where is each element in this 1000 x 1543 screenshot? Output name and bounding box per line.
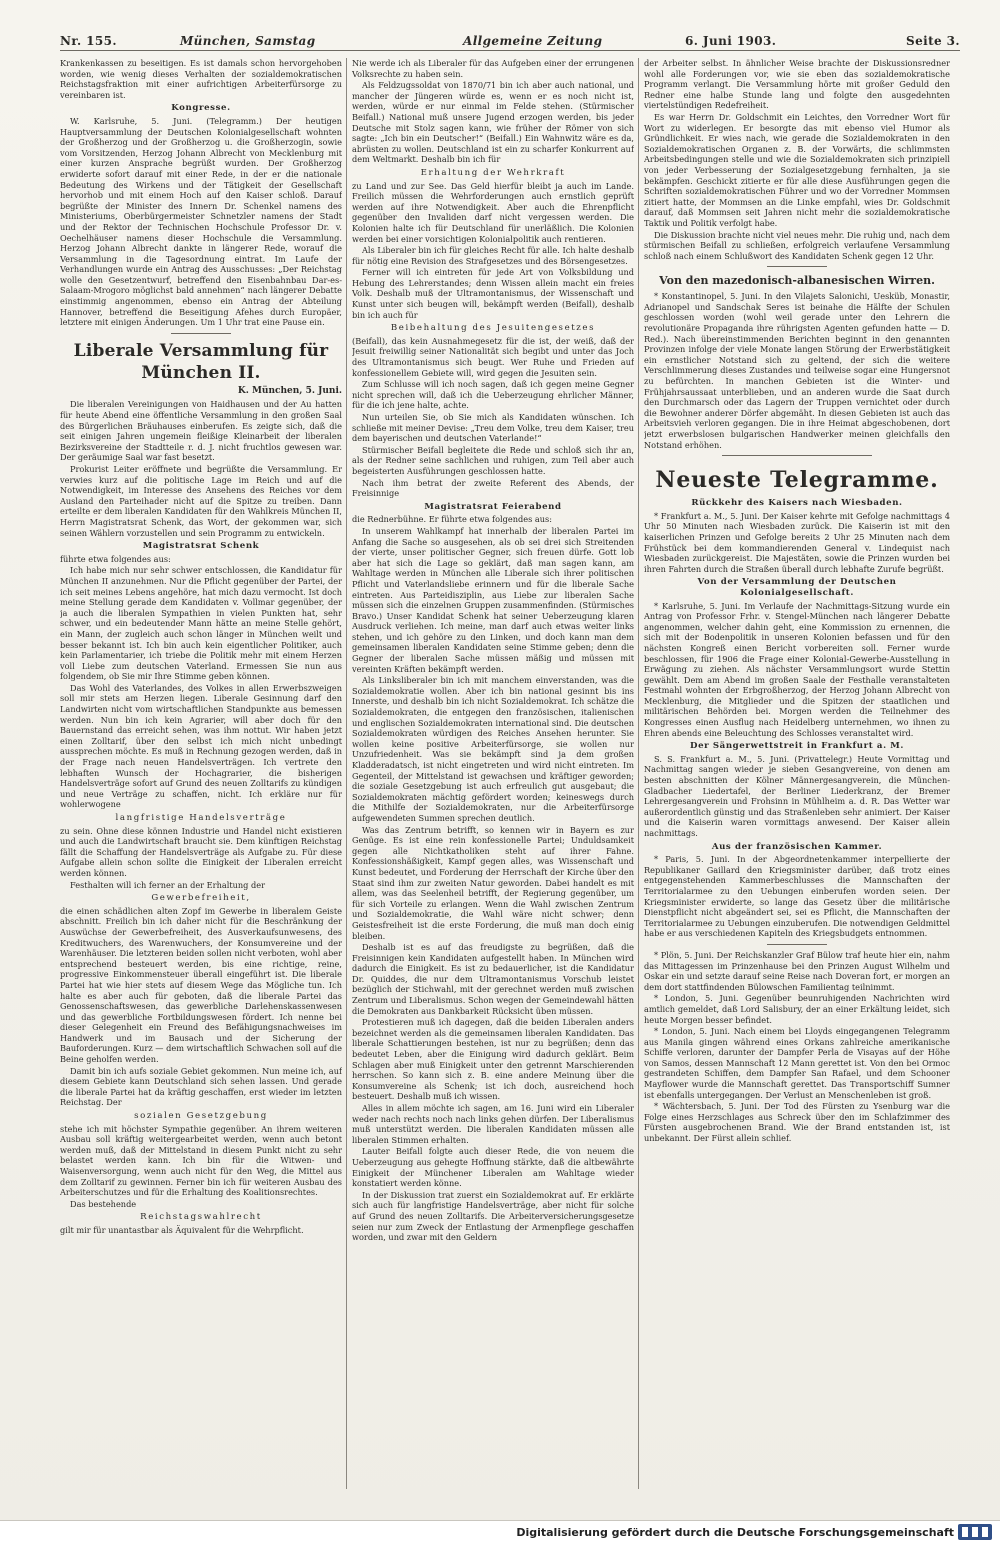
paragraph: (Beifall), das kein Ausnahmegesetz für die ist, der weiß, daß der Jesuit freiwillig seiner Nationalität sich begibt und unter das Joch des Ultramontanismus sich beugt. Wer Ruhe und Frieden auf konfessionellem Gebiete will, wird gegen die Jesuiten sein.: [352, 335, 634, 378]
paragraph: Festhalten will ich ferner an der Erhaltung der: [70, 879, 266, 890]
paragraph: * Konstantinopel, 5. Juni. In den Vilajets Salonichi, Uesküb, Monastir, Adrianopel und Sandschak Seres ist beinahe die Hälfte der Schulen geschlossen worden (wohl weil gerade unter den Lehrern die revolutionäre Propaganda ihre rührigsten Agenten gefunden hatte — D. Red.). Nach übereinstimmenden Berichten beginnt in den genannten Provinzen infolge der viele Monate langen Störung der Erwerbstätigkeit ein ernstlicher Notstand sich zu geltend, der sich die weitere Verschlimmerung dieses Zustandes und teilweise sogar eine Hungersnot zu befürchten. In manchen Gebieten ist die Winter- und Frühjahrsaussaat unterblieben, und an anderen wurde die Saat durch den Durchmarsch oder das Lagern der Truppen vernichtet oder durch die Bewohner anderer Dörfer abgemäht. In diesen Gebieten ist auch das Arbeitsvieh verloren gegangen. Die in ihre Heimat abgeschobenen, dort jetzt erwerbslosen bulgarischen Handwerker meinen gleichfalls den Notstand erhöhen.: [644, 291, 950, 450]
paragraph: * Frankfurt a. M., 5. Juni. Der Kaiser kehrte mit Gefolge nachmittags 4 Uhr 50 Minuten nach Wiesbaden zurück. Die Kaiserin ist mit den kaiserlichen Prinzen und Gefolge bereits 2 Uhr 25 Minuten nach dem Frühstück bei dem kommandierenden General v. Lindequist nach Wiesbaden zurückgereist. Die Majestäten, sowie die Prinzen wurden bei ihren Fahrten durch die Straßen überall durch lebhafte Zurufe begrüßt.: [644, 510, 950, 574]
paragraph: die einen schädlichen alten Zopf im Gewerbe in liberalem Geiste abschnitt. Freilich bin ich daher nicht für die Beschränkung der Auswüchse der Gewerbefreiheit, des Ausverkaufsunwesens, des Kreditwuchers, des Warenwuchers, der Konsumvereine und der Warenhäuser. Die letzteren beiden sollen nicht verboten, wohl aber entsprechend besteuert werden, bis eine richtige, reine, progressive Einkommensteuer überall eingeführt ist. Die liberale Partei hat wie hier stets auf diesem Wege das Mögliche tun. Ich halte es aber auch für geboten, daß die liberale Partei das Genossenschaftswesen, das gewerbliche Darlehenskassenwesen und das gewerbliche Fortbildungswesen fördert. Ich nenne bei dieser Gelegenheit ein Freund des Befähigungsnachweises im Handwerk und im Bausach und der Sicherung der Bauforderungen. Kurz — dem wirtschaftlich Schwachen soll auf die Beine geholfen werden.: [60, 905, 342, 1065]
paragraph: Nie werde ich als Liberaler für das Aufgeben einer der errungenen Volksrechte zu haben sein.: [352, 58, 634, 79]
article-title: Von den mazedonisch-albanesischen Wirren.: [659, 274, 935, 288]
section-title: Neueste Telegramme.: [655, 467, 939, 494]
article-title: Liberale Versammlung für München II.: [73, 340, 329, 383]
paragraph: Was das Zentrum betrifft, so kennen wir in Bayern es zur Genüge. Es ist eine rein konfessionelle Partei; Unduldsamkeit gegen alle Nichtkatholiken steht auf ihrer Fahne. Konfessionshäßigkeit, Kampf gegen alles, was Wissenschaft und Kunst bedeutet, und Forderung der Herrschaft der Kirche über den Staat sind ihm zur zweiten Natur geworden. Dabei handelt es mit allem, was das Seelenheil betrifft, der Regierung gegenüber, um für sich Vorteile zu erlangen. Wenn die Wahl zwischen Zentrum und Sozialdemokratie, die Wahl wäre nicht schwer; denn Geistesfreiheit ist die erste Forderung, die muß man doch einig bleiben.: [352, 824, 634, 941]
paragraph: Deshalb ist es auf das freudigste zu begrüßen, daß die Freisinnigen kein Kandidaten aufgestellt haben. In München wird dadurch die Einigkeit. Es ist zu bedauerlicher, ist die Kandidatur Dr. Quiddes, die nur dem Ultramontanismus Vorschub leistet bezüglich der Stichwahl, mit der gerechnet werden muß zwischen Zentrum und Liberalismus. Schon wegen der Gemeindewahl hätten die Demokraten aus Dankbarkeit Rücksicht üben müssen.: [352, 942, 634, 1016]
separator: [722, 455, 872, 456]
paragraph: * Paris, 5. Juni. In der Abgeordnetenkammer interpellierte der Republikaner Gaillard den Kriegsminister darüber, daß trotz eines entgegenstehenden Kammerbeschlusses die Mannschaften der Territorialarmee zu den Uebungen einberufen worden seien. Der Kriegsminister erwiderte, so lange das Gesetz über die militärische Dienstpflicht nicht abgeändert sei, sei es Pflicht, die Mannschaften der Territorialarmee zu Uebungen einzuberufen. Die notwendigen Geldmittel habe er aus verschiedenen Kapiteln des Kriegsbudgets entnommen.: [644, 854, 950, 939]
emphasis-heading: langfristige Handelsverträge: [115, 813, 287, 823]
issue-date: 6. Juni 1903.: [685, 34, 777, 48]
emphasis-heading: Gewerbefreiheit,: [151, 893, 251, 904]
paragraph: Damit bin ich aufs soziale Gebiet gekommen. Nun meine ich, auf diesem Gebiete kann Deutschland sich sehen lassen. Und gerade die liberale Partei hat da kräftig geschaffen, erst wieder im letzten Reichstag. Der: [60, 1065, 342, 1108]
column-divider: [638, 58, 639, 1489]
newspaper-title: Allgemeine Zeitung: [463, 34, 603, 48]
paragraph: Krankenkassen zu beseitigen. Es ist damals schon hervorgehoben worden, wie wenig dieses Verhalten der sozialdemokratischen Reichstagsfraktion mit einer aufrichtigen Arbeiterfürsorge zu vereinbaren ist.: [60, 58, 342, 100]
emphasis-heading: Reichstagswahlrecht: [140, 1212, 262, 1223]
paragraph: Die liberalen Vereinigungen von Haidhausen und der Au hatten für heute Abend eine öffentliche Versammlung in den großen Saal des Bürgerlichen Bräuhauses einberufen. Es zeigte sich, daß die seit einigen Jahren ungemein fleißige Kleinarbeit der liberalen Bezirksvereine der Stadtteile r. d. J. nicht fruchtlos gewesen war. Der geräumige Saal war fast besetzt.: [60, 399, 342, 463]
column-2: [352, 58, 634, 1493]
paragraph: W. Karlsruhe, 5. Juni. (Telegramm.) Der heutigen Hauptversammlung der Deutschen Kolonialgesellschaft wohnten der Großherzog und der Großherzog u. die Großherzogin, sowie vom Vorsitzenden, Herzog Johann Albrecht von Mecklenburg mit einer kurzen Ansprache begrüßt wurden. Der Großherzog erwiderte sofort darauf mit einer Rede, in der er die nationale Bedeutung des Wirkens und der Tätigkeit der Gesellschaft hervorhob und mit einem Hoch auf den Kaiser schloß. Darauf begrüßte der Minister des Innern Dr. Schenkel namens des Ministeriums, Oberbürgermeister Schnetzler namens der Stadt und der Rektor der Technischen Hochschule Professor Dr. v. Oechelhäuser namens dieser Hochschule die Versammlung. Herzog Johann Albrecht dankte in längerer Rede, worauf die Versammlung in die Tagesordnung eintrat. Im Laufe der Verhandlungen wurde ein Antrag des Ausschusses: „Der Reichstag wolle den Gesetzentwurf, betreffend den Eisenbahnbau Dar-es-Salaam-Mrogoro möglichst bald annehmen“ nach längerer Debatte einstimmig angenommen, ebenso ein Antrag der Abteilung Hannover, betreffend die Beseitigung Afehes durch Europäer, letztere mit einigen Änderungen. Um 1 Uhr trat eine Pause ein.: [60, 115, 342, 328]
paragraph: * Karlsruhe, 5. Juni. Im Verlaufe der Nachmittags-Sitzung wurde ein Antrag von Professor Frhr. v. Stengel-München nach längerer Debatte angenommen, welcher dahin geht, eine Kommission zu ernennen, die sich mit der Bodenpolitik in unseren Kolonien befassen und für den nächsten Kongreß einen Bericht vorbereiten soll. Ferner wurde beschlossen, für 1906 die Frage einer Kolonial-Gewerbe-Ausstellung in Erwägung zu ziehen. Als nächster Versammlungsort wurde Stettin gewählt. Dem am Abend im großen Saale der Festhalle veranstalteten Festmahl wohnten der Erbgroßherzog, der Herzog Johann Albrecht von Mecklenburg, die Mitglieder und die Spitzen der staatlichen und militärischen Behörden bei. Morgen werden die Teilnehmer des Kongresses einen Ausflug nach Heidelberg unternehmen, wo ihnen zu Ehren abends eine Beleuchtung des Schlosses veranstaltet wird.: [644, 600, 950, 738]
paragraph: gilt mir für unantastbar als Äquivalent für die Wehrpflicht.: [60, 1224, 304, 1235]
paragraph: Alles in allem möchte ich sagen, am 16. Juni wird ein Liberaler weder nach rechts noch nach links gehen dürfen. Der Liberalismus muß unterstützt werden. Die liberalen Kandidaten müssen alle liberalen Stimmen erhalten.: [352, 1103, 634, 1145]
column-1: [60, 58, 342, 1493]
section-heading: Rückkehr des Kaisers nach Wiesbaden.: [691, 498, 903, 509]
paragraph: Das bestehende: [70, 1198, 137, 1209]
paragraph: In unserem Wahlkampf hat innerhalb der liberalen Partei im Anfang die Sache so ausgesehen, als ob sei drei sich Streitenden der vierte, unser politischer Gegner, sich freuen dürfe. Gott lob aber hat sich die Lage so geklärt, daß man sagen kann, am Wahltage werden in München alle Liberale sich ihrer politischen Pflicht und Vaterlandsliebe erinnern und für die liberale Sache eintreten. Aus Parteidisziplin, aus Liebe zur liberalen Sache müssen sich die einzelnen Gruppen zusammenfinden. (Stürmisches Bravo.) Unser Kandidat Schenk hat seiner Ueberzeugung klaren Ausdruck verliehen. Ich meine, man darf auch etwas weiter links stehen, und ich gehöre zu den Linken, und doch kann man dem gemeinsamen liberalen Kandidaten seine Stimme geben; denn die Gegner der liberalen Sache müssen mäßig und müssen mit vereinten Kräften bekämpft werden.: [352, 525, 634, 674]
paragraph: Protestieren muß ich dagegen, daß die beiden Liberalen anders bezeichnet werden als die gemeinsamen liberalen Kandidaten. Das liberale Schattierungen bestehen, ist nur zu begrüßen; denn das bedeutet Leben, aber die Einigung wird dadurch geklärt. Beim Schlagen aber muß Einigkeit unter den getrennt Marschierenden herrschen. So kann sich z. B. eine andere Meinung über die Konsumvereine als Schenk; ist ich doch, ausreichend hoch besteuert. Deshalb muß ich wissen.: [352, 1017, 634, 1102]
paragraph: führte etwa folgendes aus:: [60, 553, 171, 564]
paragraph: Nun urteilen Sie, ob Sie mich als Kandidaten wünschen. Ich schließe mit meiner Devise: „Treu dem Volke, treu dem Kaiser, treu dem bayerischen und deutschen Vaterlande!“: [352, 412, 634, 444]
paragraph: * London, 5. Juni. Nach einem bei Lloyds eingegangenen Telegramm aus Manila gingen während eines Orkans zahlreiche amerikanische Schiffe verloren, darunter der Dampfer Perla de Visayas auf der Höhe von Samos, dessen Mannschaft 12 Mann gerettet ist. Von den bei Ormoc gestrandeten Schiffen, dem Dampfer San Rafael, und dem Schooner Mayflower wurde die Mannschaft gerettet. Das Transportschiff Sumner ist ebenfalls untergegangen. Der Verlust an Menschenleben ist groß.: [644, 1026, 950, 1100]
dfg-logo-icon: [958, 1524, 992, 1540]
column-divider: [346, 58, 347, 1489]
funding-credit: Digitalisierung gefördert durch die Deutsche Forschungsgemeinschaft: [516, 1526, 954, 1539]
paragraph: Zum Schlusse will ich noch sagen, daß ich gegen meine Gegner nicht sprechen will, daß ich die Ueberzeugung ehrlicher Männer, für die ich jene halte, achte.: [352, 379, 634, 411]
paragraph: Als Liberaler bin ich für gleiches Recht für alle. Ich halte deshalb für nötig eine Revision des Strafgesetzes und des Börsengesetzes.: [352, 245, 634, 266]
paragraph: In der Diskussion trat zuerst ein Sozialdemokrat auf. Er erklärte sich auch für langfristige Handelsverträge, aber nicht für solche auf Grund des neuen Zolltarifs. Die Arbeiterversicherungsgesetze seien nur zum Zweck der Entlastung der Armenpflege geschaffen worden, und zwar mit den Geldern: [352, 1189, 634, 1243]
paragraph: S. S. Frankfurt a. M., 5. Juni. (Privattelegr.) Heute Vormittag und Nachmittag sangen wieder je sieben Gesangvereine, von denen am besten abschnitten der Kölner Männergesangverein, die München-Gladbacher Liedertafel, der Berliner Liederkranz, der Bremer Lehrergesangverein und Frohsinn in Mühlheim a. d. R. Das Wetter war außerordentlich günstig und das Straßenleben sehr animiert. Der Kaiser und die Kaiserin waren vormittags anwesend. Der Kaiser allein nachmittags.: [644, 753, 950, 838]
page-number: Seite 3.: [906, 34, 960, 48]
column-3: [644, 58, 950, 1493]
paragraph: Als Linksliberaler bin ich mit manchem einverstanden, was die Sozialdemokratie wollen. Aber ich bin national gesinnt bis ins Innerste, und deshalb bin ich nicht Sozialdemokrat. Ich schätze die Sozialdemokraten, die entgegen den französischen, italienischen und englischen Sozialdemokraten international sind. Die deutschen Sozialdemokraten würdigen des Reiches Ansehen herunter. Sie wollen keine positive Arbeiterfürsorge, sie wollen nur Unzufriedenheit. Was sie bekämpft sind ja dem großen Kladderadatsch, ist nicht eingetreten und wird nicht eintreten. Im Gegenteil, der Mittelstand ist gewachsen und kräftiger geworden; die soziale Gesetzgebung ist auch erfreulich gut ausgebaut; die Sozialdemokraten mächtig gefördert worden; keineswegs durch die Mithilfe der Sozialdemokraten, nur die Arbeiterfürsorge aufgewendeten Summen sprechen deutlich.: [352, 675, 634, 823]
paragraph: * Plön, 5. Juni. Der Reichskanzler Graf Bülow traf heute hier ein, nahm das Mittagessen im Prinzenhause bei den Prinzen August Wilhelm und Oskar ein und setzte darauf seine Reise nach Doveran fort, er morgen an dem dort stattfindenden Bülowschen Familientag teilnimmt.: [644, 949, 950, 992]
separator: [767, 266, 827, 267]
emphasis-heading: sozialen Gesetzgebung: [134, 1111, 268, 1122]
emphasis-heading: Erhaltung der Wehrkraft: [420, 167, 566, 178]
emphasis-heading: Beibehaltung des Jesuitengesetzes: [390, 323, 596, 334]
paragraph: * London, 5. Juni. Gegenüber beunruhigenden Nachrichten wird amtlich gemeldet, daß Lord Salisbury, der an einer Erkältung leidet, sich heute Morgen besser befindet.: [644, 993, 950, 1025]
paragraph: Das Wohl des Vaterlandes, des Volkes in allen Erwerbszweigen soll mir stets am Herzen liegen. Liberale Gesinnung darf den Landwirten nicht vom wirtschaftlichen Standpunkte aus bemessen werden. Nun bin ich kein Agrarier, will aber doch für den Bauernstand das erreicht sehen, was ihm nottut. Wir haben jetzt einen Zolltarif, über den selbst ich mich nicht unbedingt aussprechen möchte. Es muß in Rechnung gezogen werden, daß in der Frage nach neuen Handelsverträgen. Ich vertrete den lebhaften Wunsch der Hochagrarier, die bisherigen Handelsverträge sofort auf Grund des neuen Zolltarifs zu kündigen und neue Verträge zu schaffen, nicht. Ich erkläre nur für wohlerwogene: [60, 682, 342, 810]
section-heading: Von der Versammlung der Deutschen Kolonialgesellschaft.: [697, 577, 897, 598]
paragraph: die Rednerbühne. Er führte etwa folgendes aus:: [352, 514, 552, 525]
paragraph: Ferner will ich eintreten für jede Art von Volksbildung und Hebung des Lehrerstandes; denn Wissen allein macht ein freies Volk. Deshalb muß der Ultramontanismus, der Wissenschaft und Kunst unter sich beugen will, bekämpft werden (Beifall), deshalb bin ich auch für: [352, 267, 634, 320]
section-heading: Der Sängerwettstreit in Frankfurt a. M.: [690, 741, 904, 752]
section-heading: Aus der französischen Kammer.: [711, 841, 883, 852]
digitization-footer: [0, 1520, 1000, 1543]
speaker-heading: Magistratsrat Feierabend: [424, 501, 562, 512]
paragraph: Lauter Beifall folgte auch dieser Rede, die von neuem die Ueberzeugung aus gehegte Hoffnung stärkte, daß die altbewährte Einigkeit der Münchener Liberalen am Wahltage wieder konstatiert werden könne.: [352, 1146, 634, 1189]
page-header: [60, 26, 960, 51]
separator: [767, 944, 827, 945]
dateline: K. München, 5. Juni.: [237, 385, 342, 396]
issue-number: Nr. 155.: [60, 34, 117, 48]
paragraph: der Arbeiter selbst. In ähnlicher Weise brachte der Diskussionsredner wohl alle Forderungen vor, wie sie eben das sozialdemokratische Programm verlangt. Die Versammlung hörte mit großer Geduld den Redner eine halbe Stunde lang und folgte den ausgedehnten viertelstündigen Redefreiheit.: [644, 58, 950, 111]
speaker-heading: Magistratsrat Schenk: [142, 541, 260, 552]
separator: [171, 333, 231, 334]
paragraph: Nach ihm betrat der zweite Referent des Abends, der Freisinnige: [352, 477, 634, 499]
paragraph: Prokurist Leiter eröffnete und begrüßte die Versammlung. Er verwies kurz auf die politische Lage im Reich und auf die Notwendigkeit, im Interesse des Ansehens des Reiches vor dem Ausland den Parteihader nicht auf die Spitze zu treiben. Dann erteilte er dem liberalen Kandidaten für den Wahlkreis München II, Herrn Magistratsrat Schenk, das Wort, der gekommen war, sich seinen Wählern vorzustellen und sein Programm zu entwickeln.: [60, 464, 342, 538]
paragraph: * Wächtersbach, 5. Juni. Der Tod des Fürsten zu Ysenburg war die Folge eines Herzschlages aus Schreck über den im Schlafzimmer des Fürsten ausgebrochenen Brand. Wie der Brand entstanden ist, ist unbekannt. Der Fürst allein schlief.: [644, 1101, 950, 1144]
section-heading: Kongresse.: [171, 103, 231, 114]
paragraph: Die Diskussion brachte nicht viel neues mehr. Die ruhig und, nach dem stürmischen Beifall zu schließen, erfolgreich verlaufene Versammlung schloß nach einem Schlußwort des Kandidaten Schenk gegen 12 Uhr.: [644, 229, 950, 261]
paragraph: Es war Herrn Dr. Goldschmit ein Leichtes, den Vorredner Wort für Wort zu widerlegen. Er besorgte das mit ebenso viel Humor als Gründlichkeit. Er wies nach, wie gerade die Sozialdemokraten in den Sozialdemokratischen Organen z. B. der Vorwärts, die schlimmsten Arbeitsbedingungen stelle und wie die Sozialdemokraten sich prinzipiell von jeder Verbesserung der Sozialgesetzgebung fernhalten, ja sie bekämpfen. Geschickt zitierte er für alle diese Ausführungen gegen die Schriften sozialdemokratischen Führer und wo der Vorredner Mommsen zitiert hatte, der Mommsen an die Linke empfahl, wies Dr. Goldschmit darauf, daß Mommsen seit Jahren nicht mehr die sozialdemokratische Taktik und Politik verfolgt habe.: [644, 111, 950, 228]
paragraph: stehe ich mit höchster Sympathie gegenüber. An ihrem weiteren Ausbau soll kräftig weitergearbeitet werden, wenn auch betont werden muß, daß der Mittelstand in diesem Punkt nicht zu sehr belastet werden kann. Ich bin für die Witwen- und Waisenversorgung, wenn auch nicht für den Weg, die Mittel aus dem Zolltarif zu gewinnen. Ferner bin ich für weiteren Ausbau des Arbeiterschutzes und für die Erhaltung des Koalitionsrechtes.: [60, 1123, 342, 1198]
paragraph: zu Land und zur See. Das Geld hierfür bleibt ja auch im Lande. Freilich müssen die Wehrforderungen auch ernstlich geprüft werden auf ihre Notwendigkeit. Aber auch die Ehrenpflicht gegenüber den Invaliden darf nicht vergessen werden. Die Kolonien halte ich für Deutschland für unerläßlich. Die Kolonien werden bei einer vorsichtigen Kolonialpolitik auch rentieren.: [352, 180, 634, 244]
paragraph: Stürmischer Beifall begleitete die Rede und schloß sich ihr an, als der Redner seine sachlichen und ruhigen, zum Teil aber auch begeisterten Ausführungen geschlossen hatte.: [352, 444, 634, 476]
city-day: München, Samstag: [180, 34, 316, 48]
paragraph: Ich habe mich nur sehr schwer entschlossen, die Kandidatur für München II anzunehmen. Nur die Pflicht gegenüber der Partei, der ich seit meines Lebens angehöre, hat mich dazu vermocht. Ist doch meine Stellung gerade dem Kandidaten v. Vollmar gegenüber, der ja auch die liberalen Sympathien in vielen Punkten hat, sehr schwer, und ein bedeutender Mann hätte an meine Stelle gehört, ein Mann, der zugleich auch schon länger in München weilt und besser bekannt ist. Ich bin auch kein eigentlicher Politiker, auch kein Parlamentarier, ich triebe die Politik mehr mit einem Herzen voll Liebe zum deutschen Vaterland. Ermessen Sie nun aus folgendem, ob Sie mir Ihre Stimme geben können.: [60, 565, 342, 682]
paragraph: zu sein. Ohne diese können Industrie und Handel nicht existieren und auch die Landwirtschaft braucht sie. Dem künftigen Reichstag fällt die Schaffung der Handelsverträge als Aufgabe zu. Für diese Aufgabe allein schon sollte die Einigkeit der Liberalen erreicht werden können.: [60, 825, 342, 878]
paragraph: Als Feldzugssoldat von 1870/71 bin ich aber auch national, und mancher der Jüngeren würde es, wenn er es noch nicht ist, werden, würde er nur einmal im Felde stehen. (Stürmischer Beifall.) National muß unsere Jugend erzogen werden, bis jeder Deutsche mit Stolz sagen kann, wie früher der Römer von sich sagte: „Ich bin ein Deutscher!“ (Beifall.) Ein Wahnwitz wäre es da, abrüsten zu wollen. Deutschland ist ein zu scharfer Konkurrent auf dem Weltmarkt. Deshalb bin ich für: [352, 80, 634, 165]
